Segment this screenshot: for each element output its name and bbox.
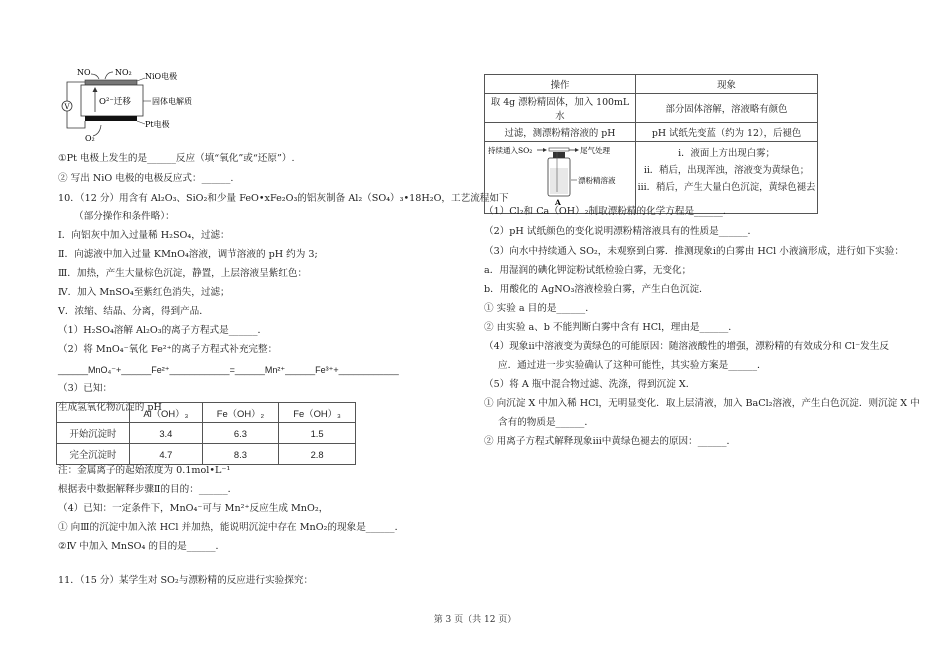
q10-part2: （2）将 MnO₄⁻氧化 Fe²⁺的离子方程式补充完整：: [58, 344, 278, 355]
electrochemical-cell-diagram: [55, 66, 295, 146]
table-cell: 取 4g 漂粉精固体，加入 100mL 水: [485, 94, 636, 123]
q10-part4: （4）已知：一定条件下，MnO₄⁻可与 Mn²⁺反应生成 MnO₂，: [58, 503, 329, 514]
table-row: [57, 423, 356, 444]
q10-stem-line1: 10．（12 分）用含有 Al₂O₃、SiO₂和少量 FeO•xFe₂O₃的铝灰制备 Al₂（SO₄）₃•18H₂O，工艺流程如下: [58, 193, 509, 204]
table-header-empty: [57, 403, 130, 423]
experiment-table: [484, 74, 818, 214]
apparatus-solution-label: 漂粉精溶液: [578, 176, 616, 185]
table-header: Fe（OH）₂: [202, 403, 279, 423]
q10-explain: 根据表中数据解释步骤Ⅱ的目的：______．: [58, 484, 238, 495]
q11-part4-line2: 应．通过进一步实验确认了这种可能性，其实验方案是______．: [498, 360, 767, 371]
q11-part5-2: ② 用离子方程式解释现象ⅲ中黄绿色褪去的原因：______．: [484, 436, 737, 447]
svg-text:Pt电极: Pt电极: [145, 120, 170, 129]
table-cell: 3.4: [130, 423, 203, 444]
table-header: Fe（OH）₃: [279, 403, 356, 423]
q10-part3: （3）已知：: [58, 383, 113, 394]
table-cell: 过滤，测漂粉精溶液的 pH: [485, 123, 636, 142]
table-cell: 部分固体溶解，溶液略有颜色: [636, 94, 818, 123]
q11-part4-line1: （4）现象ⅱ中溶液变为黄绿色的可能原因：随溶液酸性的增强，漂粉精的有效成分和 Cl⁻发生反: [484, 341, 889, 352]
table-row: [57, 444, 356, 465]
table-cell: 8.3: [202, 444, 279, 465]
q11-part2: （2）pH 试纸颜色的变化说明漂粉精溶液具有的性质是______．: [484, 226, 758, 237]
svg-text:NiO电极: NiO电极: [145, 72, 178, 81]
q10-table-note: 注：金属离子的起始浓度为 0.1mol•L⁻¹: [58, 465, 231, 476]
q9-sub2: ② 写出 NiO 电极的电极反应式：______.: [58, 173, 234, 184]
svg-text:固体电解质: 固体电解质: [152, 97, 192, 106]
table-header-phenomenon: 现象: [636, 75, 818, 94]
q11-part3-a: a．用湿润的碘化钾淀粉试纸检验白雾，无变化；: [484, 265, 692, 276]
q11-part3: （3）向水中持续通入 SO₂，未观察到白雾．推测现象ⅰ的白雾由 HCl 小液滴形成，进行如下实验：: [484, 246, 904, 257]
table-cell: pH 试纸先变蓝（约为 12），后褪色: [636, 123, 818, 142]
table-cell: 6.3: [202, 423, 279, 444]
table-cell: 4.7: [130, 444, 203, 465]
q10-part4-2: ②Ⅳ 中加入 MnSO₄ 的目的是______．: [58, 541, 226, 552]
svg-text:NO₂: NO₂: [115, 68, 132, 77]
apparatus-inlet-label: 持续通入SO₂: [488, 146, 533, 155]
apparatus-outlet-label: 尾气处理: [580, 146, 610, 155]
svg-text:NO: NO: [77, 68, 91, 77]
q10-step-5: Ⅴ．浓缩、结晶、分离，得到产品．: [58, 306, 209, 317]
observations-cell: [636, 142, 818, 214]
q11-part3-b: b．用酸化的 AgNO₃溶液检验白雾，产生白色沉淀．: [484, 284, 709, 295]
gas-bottle-apparatus-diagram: [485, 142, 635, 212]
observation-2: ⅱ．稍后，出现浑浊，溶液变为黄绿色；: [643, 165, 810, 176]
q11-part5: （5）将 A 瓶中混合物过滤、洗涤，得到沉淀 X．: [484, 379, 696, 390]
q10-equation: ______MnO₄⁻+______Fe²⁺____________=______Mn²⁺______Fe³⁺+____________: [58, 365, 399, 375]
table-cell: 2.8: [279, 444, 356, 465]
ph-precipitation-table: [56, 402, 356, 465]
table-cell: 完全沉淀时: [57, 444, 130, 465]
apparatus-cell: [485, 142, 636, 214]
q11-part3-2: ② 由实验 a、b 不能判断白雾中含有 HCl，理由是______．: [484, 322, 738, 333]
page-footer: 第 3 页（共 12 页）: [433, 615, 517, 625]
table-cell: 开始沉淀时: [57, 423, 130, 444]
svg-text:O₂: O₂: [85, 134, 95, 143]
q10-stem-line2: （部分操作和条件略）：: [74, 211, 175, 222]
table-cell: 1.5: [279, 423, 356, 444]
table-row: [485, 123, 818, 142]
q10-part4-1: ① 向Ⅲ的沉淀中加入浓 HCl 并加热，能说明沉淀中存在 MnO₂的现象是______．: [58, 522, 405, 533]
q11-part5-1-line1: ① 向沉淀 X 中加入稀 HCl，无明显变化．取上层清液，加入 BaCl₂溶液，产生白色沉淀．则沉淀 X 中: [484, 398, 920, 409]
q11-stem: 11．（15 分）某学生对 SO₂与漂粉精的反应进行实验探究：: [58, 575, 314, 586]
table-row: [485, 142, 818, 214]
table-header: Al（OH）₃: [130, 403, 203, 423]
q11-part1: （1）Cl₂和 Ca（OH）₂制取漂粉精的化学方程是______．: [484, 206, 733, 217]
observation-1: ⅰ．液面上方出现白雾；: [678, 148, 775, 159]
observation-3: ⅲ．稍后，产生大量白色沉淀，黄绿色褪去: [637, 182, 816, 193]
svg-text:O²⁻迁移: O²⁻迁移: [99, 97, 131, 107]
q10-step-4: Ⅳ．加入 MnSO₄至紫红色消失，过滤；: [58, 287, 230, 298]
q10-step-2: Ⅱ．向滤液中加入过量 KMnO₄溶液，调节溶液的 pH 约为 3;: [58, 249, 318, 260]
bottle-a-label: A: [555, 198, 561, 207]
q10-table-caption: 生成氢氧化物沉淀的 pH: [58, 402, 162, 413]
q9-sub1: ①Pt 电极上发生的是______反应（填“氧化”或“还原”）.: [58, 153, 295, 164]
q10-step-3: Ⅲ．加热，产生大量棕色沉淀，静置，上层溶液呈紫红色：: [58, 268, 308, 279]
voltmeter-label: V: [64, 103, 70, 111]
table-header-operation: 操作: [485, 75, 636, 94]
table-row: [485, 94, 818, 123]
q11-part5-1-line2: 含有的物质是______．: [498, 417, 594, 428]
q10-step-1: Ⅰ．向铝灰中加入过量稀 H₂SO₄，过滤：: [58, 230, 230, 241]
q10-part1: （1）H₂SO₄溶解 Al₂O₃的离子方程式是______．: [58, 325, 268, 336]
q11-part3-1: ① 实验 a 目的是______．: [484, 303, 595, 314]
